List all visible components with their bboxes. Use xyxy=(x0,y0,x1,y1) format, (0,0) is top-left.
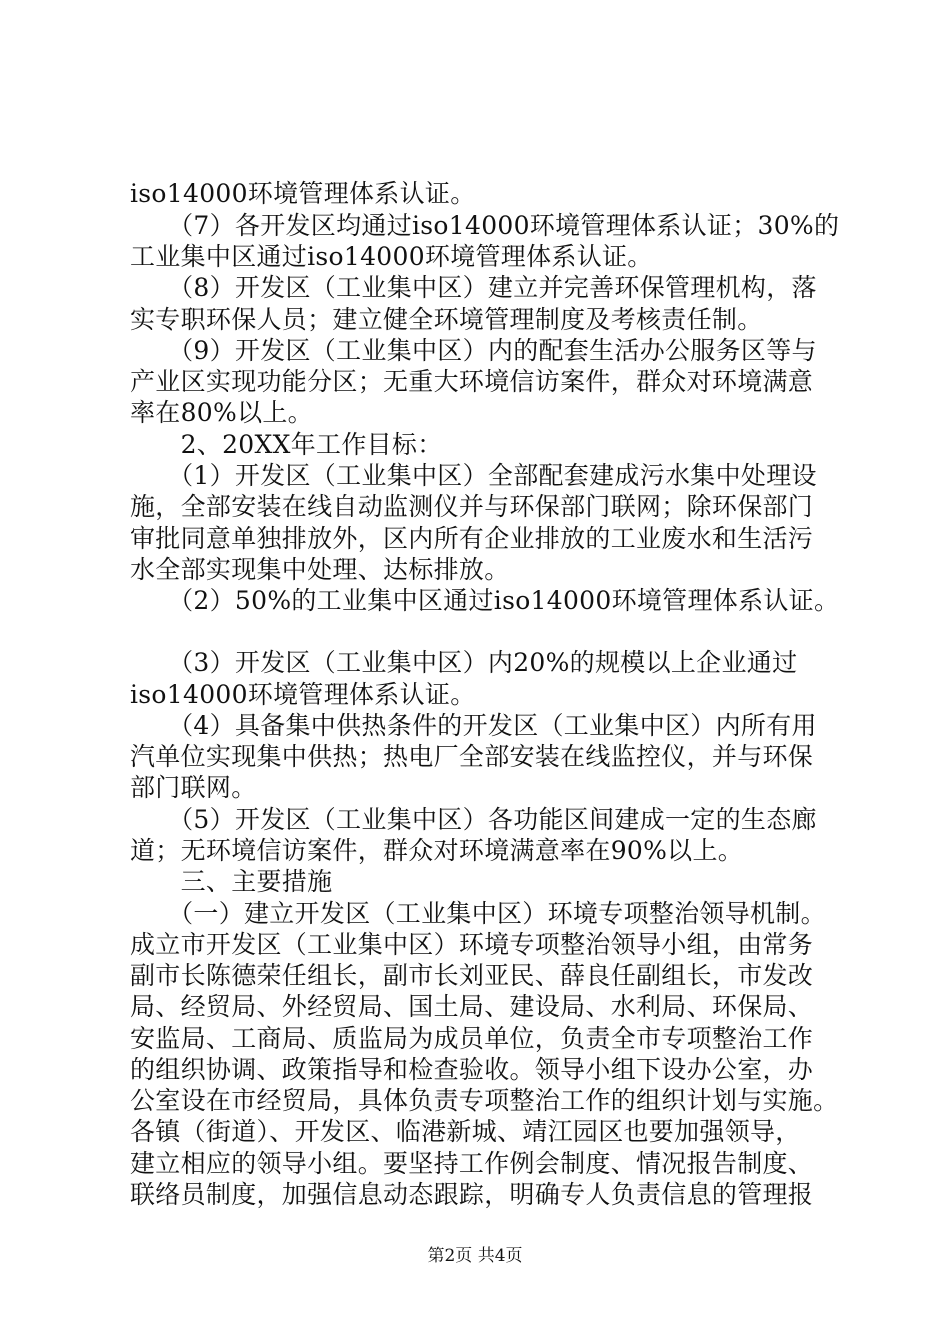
body-text-line: （1）开发区（工业集中区）全部配套建成污水集中处理设 xyxy=(130,461,817,490)
body-text-line: （5）开发区（工业集中区）各功能区间建成一定的生态廊 xyxy=(130,805,817,834)
body-text-line: （8）开发区（工业集中区）建立并完善环保管理机构，落 xyxy=(130,273,817,302)
body-text-line: 建立相应的领导小组。要坚持工作例会制度、情况报告制度、 xyxy=(130,1149,814,1178)
body-text-line: 局、经贸局、外经贸局、国土局、建设局、水利局、环保局、 xyxy=(130,992,814,1021)
page-footer: 第2页 共4页 xyxy=(427,1246,523,1266)
body-text-line: 2、20XX年工作目标： xyxy=(130,430,443,459)
body-text-line: 成立市开发区（工业集中区）环境专项整治领导小组，由常务 xyxy=(130,930,814,959)
body-text-line: 汽单位实现集中供热；热电厂全部安装在线监控仪，并与环保 xyxy=(130,742,814,771)
body-text-line: （3）开发区（工业集中区）内20%的规模以上企业通过 xyxy=(130,648,798,677)
body-text-line: 公室设在市经贸局，具体负责专项整治工作的组织计划与实施。 xyxy=(130,1086,839,1115)
body-text-line: 部门联网。 xyxy=(130,773,257,802)
body-text-line: 各镇（街道）、开发区、临港新城、靖江园区也要加强领导， xyxy=(130,1117,801,1146)
body-text-line: （2）50%的工业集中区通过iso14000环境管理体系认证。 xyxy=(130,586,840,615)
body-text-line: （7）各开发区均通过iso14000环境管理体系认证；30%的 xyxy=(130,211,840,240)
body-text-line: 副市长陈德荣任组长，副市长刘亚民、薛良任副组长，市发改 xyxy=(130,961,814,990)
body-text-line: 道；无环境信访案件，群众对环境满意率在90%以上。 xyxy=(130,836,744,865)
body-text-line: iso14000环境管理体系认证。 xyxy=(130,179,476,208)
body-text-line: 审批同意单独排放外，区内所有企业排放的工业废水和生活污 xyxy=(130,524,814,553)
body-text-line: 产业区实现功能分区；无重大环境信访案件，群众对环境满意 xyxy=(130,367,814,396)
body-text-line: 安监局、工商局、质监局为成员单位，负责全市专项整治工作 xyxy=(130,1024,814,1053)
body-text-line: 联络员制度，加强信息动态跟踪，明确专人负责信息的管理报 xyxy=(130,1180,814,1209)
body-text-line: 施，全部安装在线自动监测仪并与环保部门联网；除环保部门 xyxy=(130,492,814,521)
body-text-line: 的组织协调、政策指导和检查验收。领导小组下设办公室，办 xyxy=(130,1055,814,1084)
body-text-line: 率在80%以上。 xyxy=(130,398,313,427)
section-heading: 三、主要措施 xyxy=(130,867,333,896)
body-text-line: （9）开发区（工业集中区）内的配套生活办公服务区等与 xyxy=(130,336,817,365)
body-text-line: （一）建立开发区（工业集中区）环境专项整治领导机制。 xyxy=(130,899,826,928)
body-text-line: 水全部实现集中处理、达标排放。 xyxy=(130,555,510,584)
body-text-line: （4）具备集中供热条件的开发区（工业集中区）内所有用 xyxy=(130,711,817,740)
body-text-line: 实专职环保人员；建立健全环境管理制度及考核责任制。 xyxy=(130,305,763,334)
body-text-line: 工业集中区通过iso14000环境管理体系认证。 xyxy=(130,242,653,271)
body-text-line: iso14000环境管理体系认证。 xyxy=(130,680,476,709)
